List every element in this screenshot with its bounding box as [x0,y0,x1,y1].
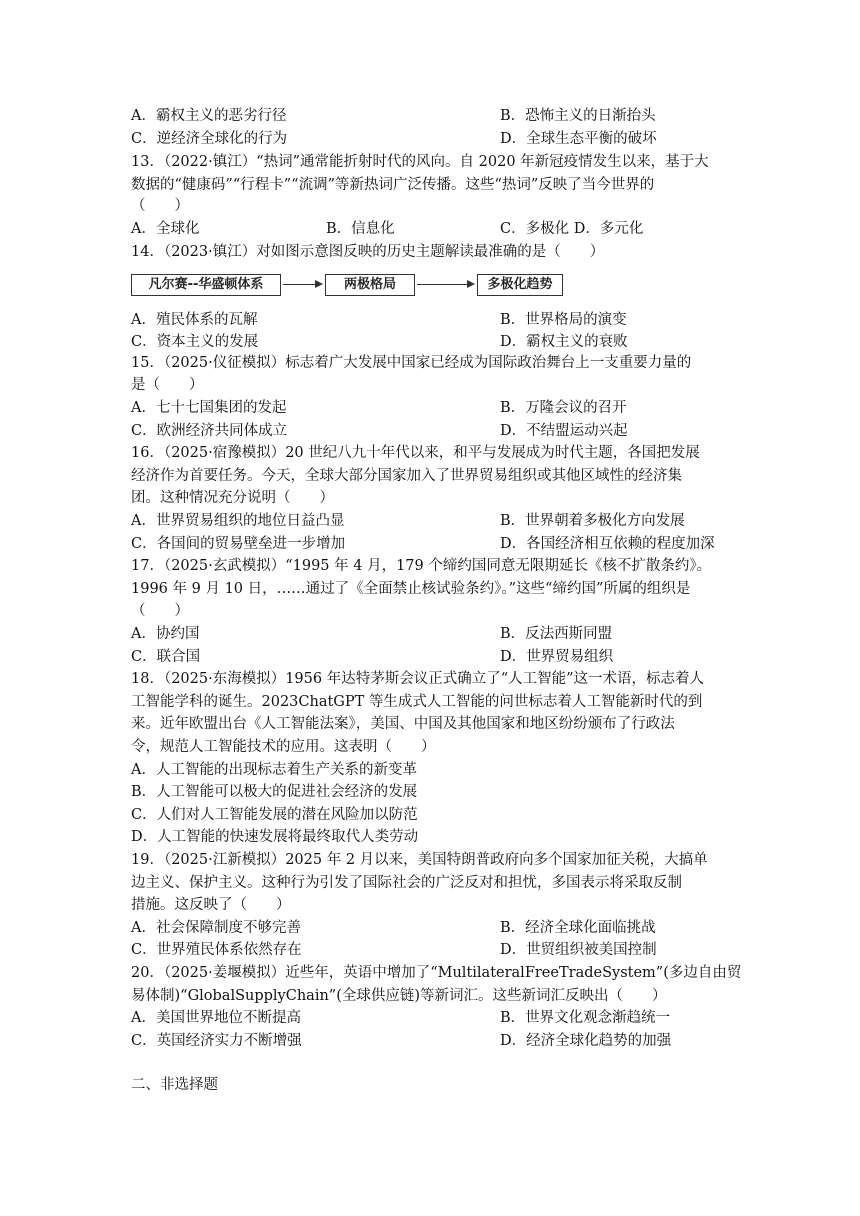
q12-option-c: C．逆经济全球化的行为 [131,131,288,147]
q13-stem-line3: （ ） [131,198,189,214]
q18-option-a: A．人工智能的出现标志着生产关系的新变革 [131,762,417,778]
q18-stem-line1: 18．（2025·东海模拟）1956 年达特茅斯会议正式确立了“人工智能”这一术语，标志着人 [131,671,705,687]
q19-option-c: C．世界殖民体系依然存在 [131,942,302,958]
flow-box-bipolar: 两极格局 [325,274,415,296]
q20-stem-line2: 易体制)“GlobalSupplyChain”(全球供应链)等新词汇。这些新词汇反映出（ ） [131,988,667,1004]
q16-option-d: D．各国经济相互依赖的程度加深 [500,536,715,552]
q13-option-a: A．全球化 [131,221,200,237]
q17-stem-line2: 1996 年 9 月 10 日，……通过了《全面禁止核试验条约》。”这些“缔约国”所属的组织是 [131,581,691,597]
q18-stem-line3: 来。近年欧盟出台《人工智能法案》，美国、中国及其他国家和地区纷纷颁布了行政法 [131,716,675,732]
q14-option-c: C．资本主义的发展 [131,334,259,350]
q17-option-b: B．反法西斯同盟 [500,626,613,642]
flow-arrow-2 [417,284,473,285]
q13-stem-line2: 数据的“健康码”“行程卡”“流调”等新热词广泛传播。这些“热词”反映了当今世界的 [131,177,655,193]
q19-option-b: B．经济全球化面临挑战 [500,920,656,936]
q17-option-c: C．联合国 [131,649,201,665]
q19-stem-line2: 边主义、保护主义。这种行为引发了国际社会的广泛反对和担忧，多国表示将采取反制 [131,875,682,891]
q15-option-a: A．七十七国集团的发起 [131,400,287,416]
q19-stem-line3: 措施。这反映了（ ） [131,897,291,913]
q16-option-b: B．世界朝着多极化方向发展 [500,513,685,529]
q13-option-b: B．信息化 [326,221,395,237]
q15-option-b: B．万隆会议的召开 [500,400,627,416]
q19-option-a: A．社会保障制度不够完善 [131,920,301,936]
q13-option-cd: C．多极化 D．多元化 [500,221,644,237]
q16-option-a: A．世界贸易组织的地位日益凸显 [131,513,345,529]
q14-option-a: A．殖民体系的瓦解 [131,312,258,328]
section-heading-non-choice: 二、非选择题 [131,1077,218,1093]
q16-stem-line2: 经济作为首要任务。今天，全球大部分国家加入了世界贸易组织或其他区域性的经济集 [131,468,682,484]
q16-option-c: C．各国间的贸易壁垒进一步增加 [131,536,346,552]
q14-flow-diagram [131,272,571,298]
q14-option-d: D．霸权主义的衰败 [500,334,628,350]
q18-option-d: D．人工智能的快速发展将最终取代人类劳动 [131,829,419,845]
q19-stem-line1: 19．（2025·江新模拟）2025 年 2 月以来，美国特朗普政府向多个国家加征关税，大搞单 [131,852,708,868]
q15-stem-line1: 15．（2025·仪征模拟）标志着广大发展中国家已经成为国际政治舞台上一支重要力量的 [131,355,692,371]
q17-option-a: A．协约国 [131,626,200,642]
q20-option-c: C．英国经济实力不断增强 [131,1033,302,1049]
q18-option-b: B．人工智能可以极大的促进社会经济的发展 [131,784,418,800]
flow-box-multipolar: 多极化趋势 [477,274,563,296]
q20-stem-line1: 20．（2025·姜堰模拟）近些年，英语中增加了“MultilateralFreeTradeSystem”(多边自由贸 [131,965,742,981]
q12-option-a: A．霸权主义的恶劣行径 [131,108,287,124]
q20-option-d: D．经济全球化趋势的加强 [500,1033,672,1049]
q14-option-b: B．世界格局的演变 [500,312,627,328]
q16-stem-line3: 团。这种情况充分说明（ ） [131,490,334,506]
q17-stem-line3: （ ） [131,603,189,619]
q20-option-b: B．世界文化观念渐趋统一 [500,1010,671,1026]
flow-box-versailles: 凡尔赛--华盛顿体系 [131,274,281,296]
flow-arrow-1 [283,284,321,285]
q15-stem-line2: 是（ ） [131,377,204,393]
q12-option-d: D．全球生态平衡的破坏 [500,131,657,147]
q13-stem-line1: 13．（2022·镇江）“热词”通常能折射时代的风向。自 2020 年新冠疫情发生以来，基于大 [131,154,709,170]
q17-stem-line1: 17．（2025·玄武模拟）“1995 年 4 月，179 个缔约国同意无限期延长《核不扩散条约》。 [131,558,712,574]
q17-option-d: D．世界贸易组织 [500,649,614,665]
q18-stem-line2: 工智能学科的诞生。2023ChatGPT 等生成式人工智能的问世标志着人工智能新时代的到 [131,694,703,710]
q16-stem-line1: 16．（2025·宿豫模拟）20 世纪八九十年代以来，和平与发展成为时代主题，各国把发展 [131,445,700,461]
q18-stem-line4: 令，规范人工智能技术的应用。这表明（ ） [131,739,436,755]
q19-option-d: D．世贸组织被美国控制 [500,942,657,958]
q18-option-c: C．人们对人工智能发展的潜在风险加以防范 [131,807,418,823]
q15-option-c: C．欧洲经济共同体成立 [131,423,288,439]
q20-option-a: A．美国世界地位不断提高 [131,1010,301,1026]
q12-option-b: B．恐怖主义的日渐抬头 [500,108,656,124]
q14-stem: 14．（2023·镇江）对如图示意图反映的历史主题解读最准确的是（ ） [131,244,605,260]
q15-option-d: D．不结盟运动兴起 [500,423,628,439]
